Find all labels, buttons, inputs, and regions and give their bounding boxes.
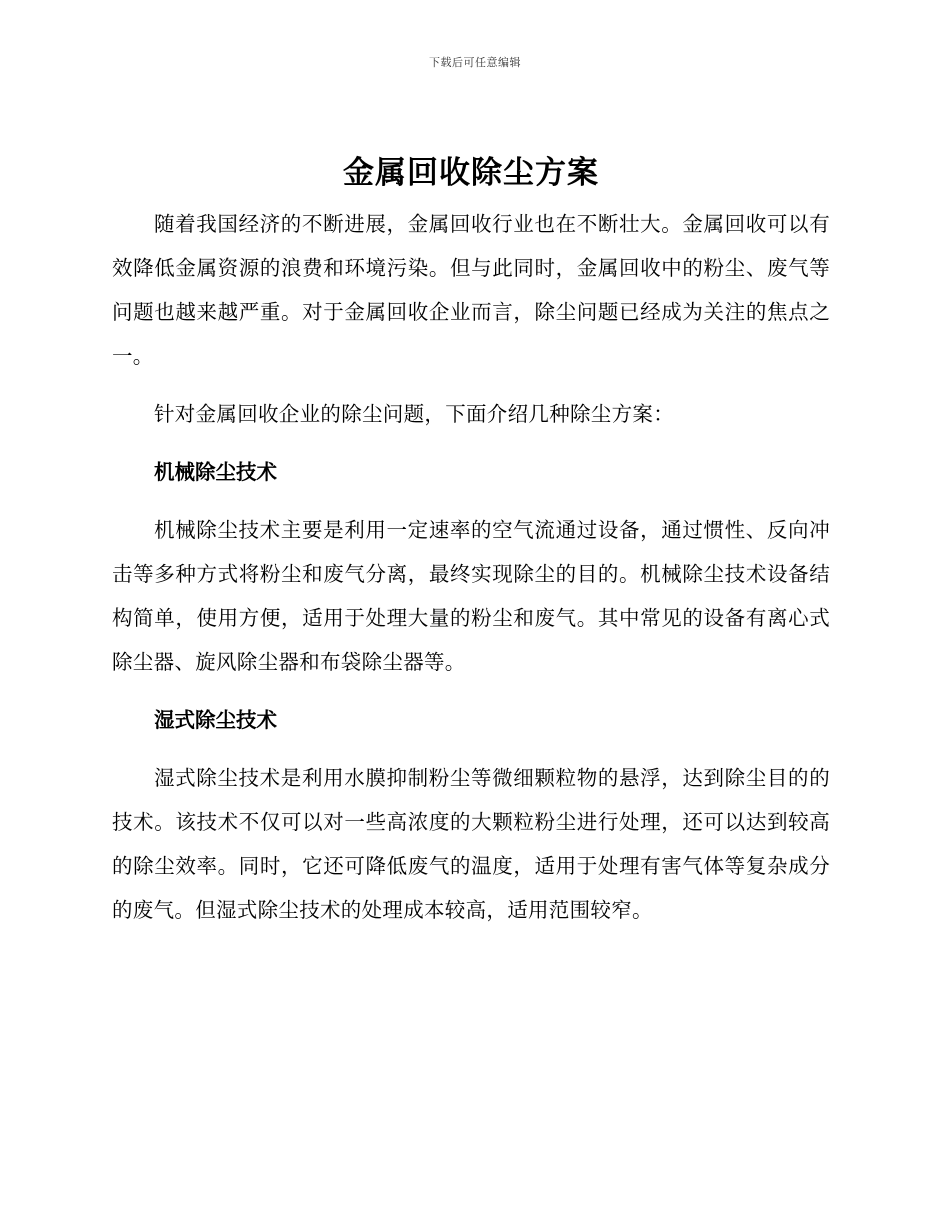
document-title: 金属回收除尘方案 bbox=[343, 155, 599, 191]
document-body bbox=[112, 150, 830, 932]
running-header: 下载后可任意编辑 bbox=[429, 56, 521, 69]
section-heading: 湿式除尘技术 bbox=[154, 708, 277, 732]
section-paragraph: 湿式除尘技术是利用水膜抑制粉尘等微细颗粒物的悬浮，达到除尘目的的技术。该技术不仅可以对一些高浓度的大颗粒粉尘进行处理，还可以达到较高的除尘效率。同时，它还可降低废气的温度，适用于处理有害气体等复杂成分的废气。但湿式除尘技术的处理成本较高，适用范围较窄。 bbox=[112, 766, 830, 922]
section-wet bbox=[112, 698, 830, 932]
section-paragraph: 机械除尘技术主要是利用一定速率的空气流通过设备，通过惯性、反向冲击等多种方式将粉尘和废气分离，最终实现除尘的目的。机械除尘技术设备结构简单，使用方便，适用于处理大量的粉尘和废气。其中常见的设备有离心式除尘器、旋风除尘器和布袋除尘器等。 bbox=[112, 518, 830, 674]
section-mechanical bbox=[112, 450, 830, 684]
lead-paragraph: 针对金属回收企业的除尘问题，下面介绍几种除尘方案： bbox=[154, 402, 674, 426]
section-heading: 机械除尘技术 bbox=[154, 460, 277, 484]
intro-paragraph: 随着我国经济的不断进展，金属回收行业也在不断壮大。金属回收可以有效降低金属资源的浪费和环境污染。但与此同时，金属回收中的粉尘、废气等问题也越来越严重。对于金属回收企业而言，除尘问题已经成为关注的焦点之一。 bbox=[112, 212, 830, 368]
